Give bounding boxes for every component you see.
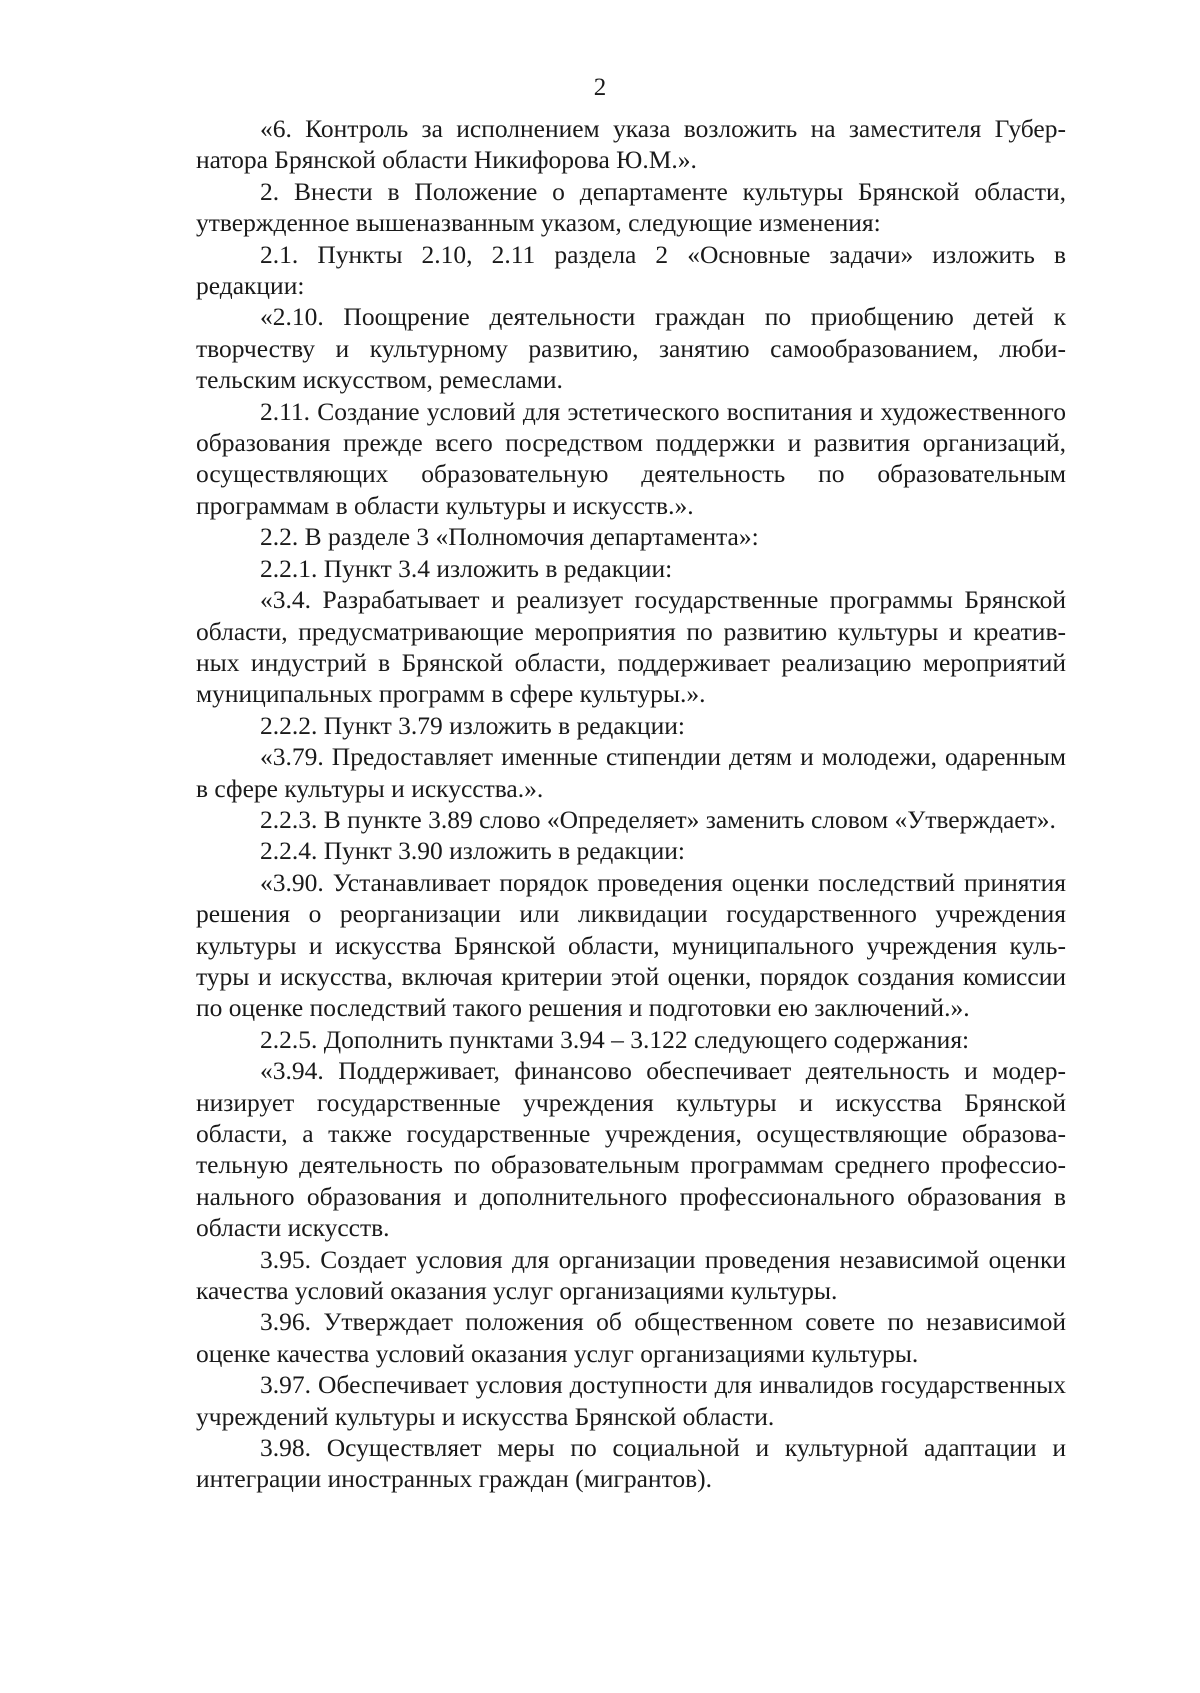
document-body	[196, 113, 1066, 1495]
paragraph-3-4: «3.4. Разрабатывает и реализует государственные программы Брянской области, предусматривающие мероприятия по развитию культуры и креативных индустрий в Брянской области, поддерживает реализацию мероприятий муниципальных программ в сфере культуры.».	[196, 585, 1066, 709]
paragraph-3-95: 3.95. Создает условия для организации проведения независимой оценки качества условий оказания услуг организациями культуры.	[196, 1244, 1066, 1306]
page-number: 2	[593, 74, 607, 101]
paragraph-3-79: «3.79. Предоставляет именные стипендии детям и молодежи, одаренным в сфере культуры и искусства.».	[196, 742, 1066, 803]
paragraph-2-2: 2.2. В разделе 3 «Полномочия департамента»:	[260, 522, 759, 552]
paragraph-2-2-2: 2.2.2. Пункт 3.79 изложить в редакции:	[260, 710, 685, 740]
paragraph-2-2-4: 2.2.4. Пункт 3.90 изложить в редакции:	[260, 836, 685, 866]
paragraph-2-11: 2.11. Создание условий для эстетического воспитания и художественного образования прежде всего посредством поддержки и развития организаций, осуществляющих образовательную деятельность по образовательным программам в области культуры и искусств.».	[196, 396, 1066, 520]
paragraph-2-2-1: 2.2.1. Пункт 3.4 изложить в редакции:	[260, 553, 673, 583]
paragraph-3-97: 3.97. Обеспечивает условия доступности для инвалидов государственных учреждений культуры и искусства Брянской области.	[196, 1370, 1066, 1431]
paragraph-amend-regulation: 2. Внести в Положение о департаменте культуры Брянской области, утвержденное вышеназванным указом, следующие изменения:	[196, 176, 1066, 238]
paragraph-3-96: 3.96. Утверждает положения об общественном совете по независимой оценке качества условий оказания услуг организациями культуры.	[196, 1307, 1066, 1368]
paragraph-2-2-5: 2.2.5. Дополнить пунктами 3.94 – 3.122 следующего содержания:	[260, 1024, 970, 1054]
paragraph-governor-control: «6. Контроль за исполнением указа возложить на заместителя Губернатора Брянской области Никифорова Ю.М.».	[196, 114, 1066, 175]
paragraph-2-2-3: 2.2.3. В пункте 3.89 слово «Определяет» заменить словом «Утверждает».	[260, 804, 1056, 834]
paragraph-2-1: 2.1. Пункты 2.10, 2.11 раздела 2 «Основные задачи» изложить в редакции:	[196, 239, 1066, 301]
paragraph-3-98: 3.98. Осуществляет меры по социальной и культурной адаптации и интеграции иностранных граждан (мигрантов).	[196, 1433, 1066, 1494]
paragraph-2-10: «2.10. Поощрение деятельности граждан по приобщению детей к творчеству и культурному развитию, занятию самообразованием, любительским искусством, ремеслами.	[196, 302, 1066, 395]
paragraph-3-90: «3.90. Устанавливает порядок проведения оценки последствий принятия решения о реорганизации или ликвидации государственного учреждения культуры и искусства Брянской области, муниципального учреждения культуры и искусства, включая критерии этой оценки, порядок создания комиссии по оценке последствий такого решения и подготовки ею заключений.».	[196, 867, 1066, 1023]
paragraph-3-94: «3.94. Поддерживает, финансово обеспечивает деятельность и модернизирует государственные учреждения культуры и искусства Брянской области, а также государственные учреждения, осуществляющие образовательную деятельность по образовательным программам среднего профессионального образования и дополнительного профессионального образования в области искусств.	[196, 1056, 1066, 1243]
